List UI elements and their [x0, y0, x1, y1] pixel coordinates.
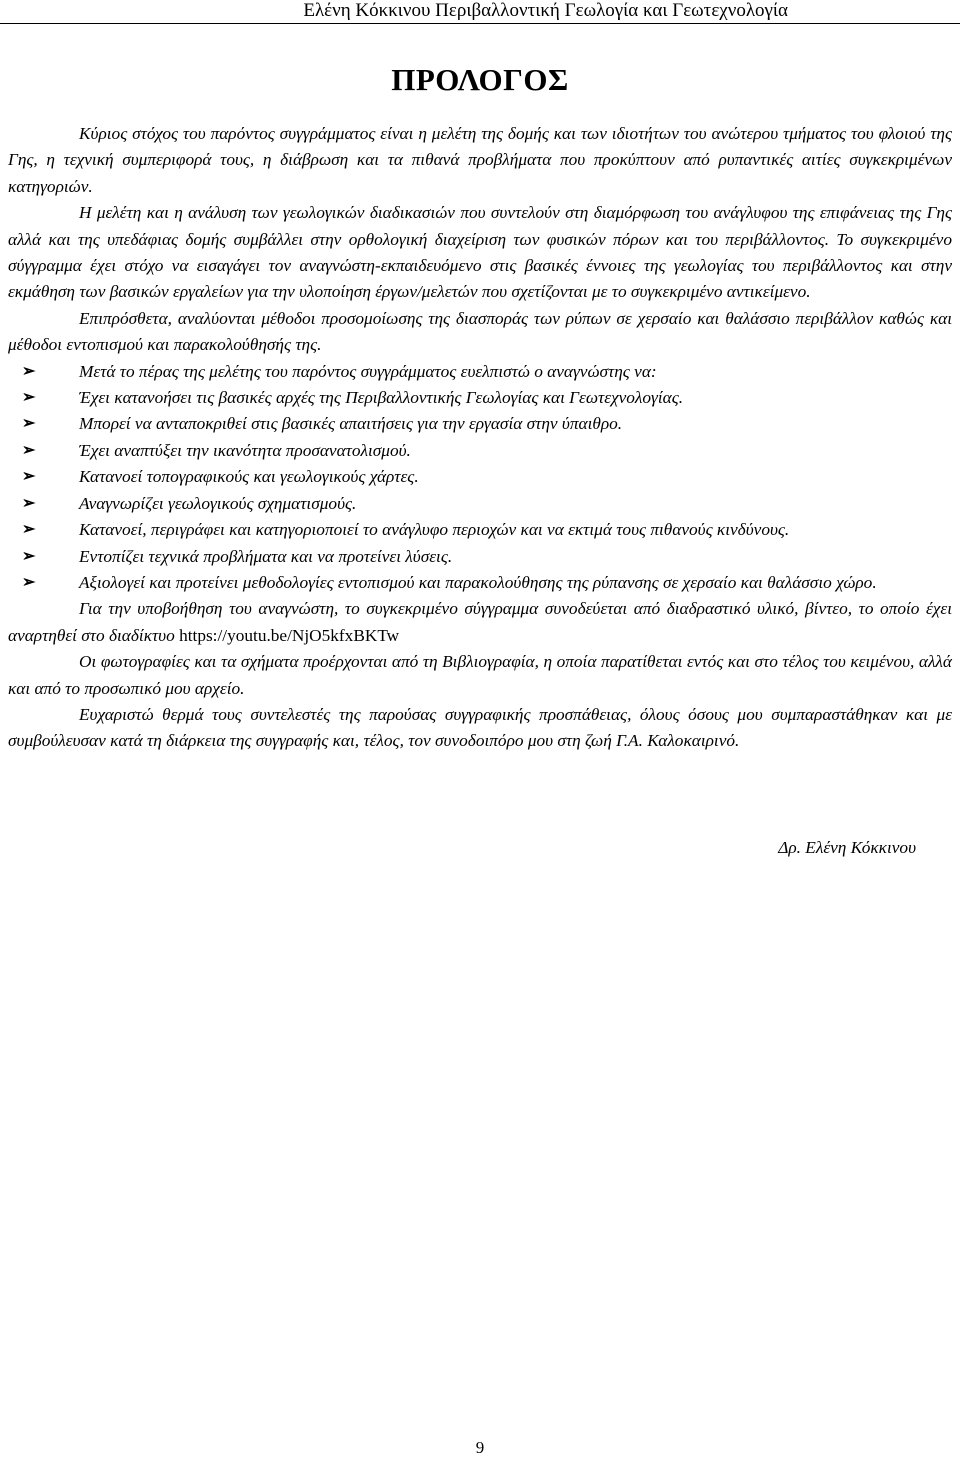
paragraph-additional-methods: Επιπρόσθετα, αναλύονται μέθοδοι προσομοίωσης της διασποράς των ρύπων σε χερσαίο και θαλάσσιο περιβάλλον καθώς και μέθοδοι εντοπισμού και παρακολούθησής της.: [8, 308, 952, 355]
list-item: ➢ Κατανοεί τοπογραφικούς και γεωλογικούς χάρτες.: [8, 464, 952, 490]
arrow-bullet-icon: ➢: [22, 494, 36, 512]
paragraph-study-analysis: Η μελέτη και η ανάλυση των γεωλογικών διαδικασιών που συντελούν στη διαμόρφωση του ανάγλυφου της επιφάνειας της Γης αλλά και της υπεδάφιας δομής συμβάλλει στην ορθολογική διαχείριση των φυσικών πόρων και του περιβάλλοντος. Το συγκεκριμένο σύγγραμμα έχει στόχο να εισαγάγει τον αναγνώστη-εκπαιδευόμενο στις βασικές έννοιες της γεωλογίας του περιβάλλοντος και στην εκμάθηση των βασικών εργαλείων για την υλοποίηση έργων/μελετών που σχετίζονται με το συγκεκριμένο αντικείμενο.: [8, 203, 952, 302]
author-signature: Δρ. Ελένη Κόκκινου: [778, 838, 916, 857]
arrow-bullet-icon: ➢: [22, 547, 36, 565]
paragraph-figures-source: Οι φωτογραφίες και τα σχήματα προέρχονται από τη Βιβλιογραφία, η οποία παρατίθεται εντός και στο τέλος του κειμένου, αλλά και από το προσωπικό μου αρχείο.: [8, 652, 952, 698]
video-link[interactable]: https://youtu.be/NjO5kfxBKTw: [179, 625, 400, 645]
arrow-bullet-icon: ➢: [22, 415, 36, 433]
list-item: ➢ Μπορεί να ανταποκριθεί στις βασικές απαιτήσεις για την εργασία στην ύπαιθρο.: [8, 411, 952, 437]
list-item: ➢ Έχει αναπτύξει την ικανότητα προσανατολισμού.: [8, 438, 952, 464]
page-number: 9: [475, 1438, 485, 1457]
list-item: ➢ Μετά το πέρας της μελέτης του παρόντος συγγράμματος ευελπιστώ ο αναγνώστης να:: [8, 359, 952, 385]
paragraph-acknowledgements: Ευχαριστώ θερμά τους συντελεστές της παρούσας συγγραφικής προσπάθειας, όλους όσους μου συμπαραστάθηκαν και με συμβούλευσαν κατά τη διάρκεια της συγγραφής και, τέλος, τον συνοδοιπόρο μου στη ζωή Γ.Α. Καλοκαιρινό.: [8, 704, 952, 751]
page-title: ΠΡΟΛΟΓΟΣ: [391, 62, 569, 97]
preface-body: [8, 121, 952, 755]
paragraph-main-goal: Κύριος στόχος του παρόντος συγγράμματος είναι η μελέτη της δομής και των ιδιοτήτων του ανώτερου τμήματος του φλοιού της Γης, η τεχνική συμπεριφορά τους, η διάβρωση και τα πιθανά προβλήματα που προκύπτουν από ρυπαντικές αιτίες συγκεκριμένων κατηγοριών.: [8, 124, 952, 196]
running-header-title: Ελένη Κόκκινου Περιβαλλοντική Γεωλογία και Γεωτεχνολογία: [303, 0, 788, 21]
list-item: ➢ Κατανοεί, περιγράφει και κατηγοριοποιεί το ανάγλυφο περιοχών και να εκτιμά τους πιθανούς κινδύνους.: [8, 517, 952, 543]
arrow-bullet-icon: ➢: [22, 521, 36, 539]
list-item: ➢ Εντοπίζει τεχνικά προβλήματα και να προτείνει λύσεις.: [8, 544, 952, 570]
arrow-bullet-icon: ➢: [22, 362, 36, 380]
running-header: [0, 0, 960, 24]
arrow-bullet-icon: ➢: [22, 441, 36, 459]
learning-goals-list: [8, 359, 952, 597]
paragraph-video-material: Για την υποβοήθηση του αναγνώστη, το συγκεκριμένο σύγγραμμα συνοδεύεται από διαδραστικό υλικό, βίντεο, το οποίο έχει αναρτηθεί στο διαδίκτυο https://youtu.be/NjO5kfxBKTw: [8, 599, 952, 645]
list-item: ➢ Αξιολογεί και προτείνει μεθοδολογίες εντοπισμού και παρακολούθησης της ρύπανσης σε χερσαίο και θαλάσσιο χώρο.: [8, 570, 952, 596]
list-item: ➢ Έχει κατανοήσει τις βασικές αρχές της Περιβαλλοντικής Γεωλογίας και Γεωτεχνολογίας.: [8, 385, 952, 411]
arrow-bullet-icon: ➢: [22, 468, 36, 486]
list-item: ➢ Αναγνωρίζει γεωλογικούς σχηματισμούς.: [8, 491, 952, 517]
arrow-bullet-icon: ➢: [22, 389, 36, 407]
arrow-bullet-icon: ➢: [22, 573, 36, 591]
